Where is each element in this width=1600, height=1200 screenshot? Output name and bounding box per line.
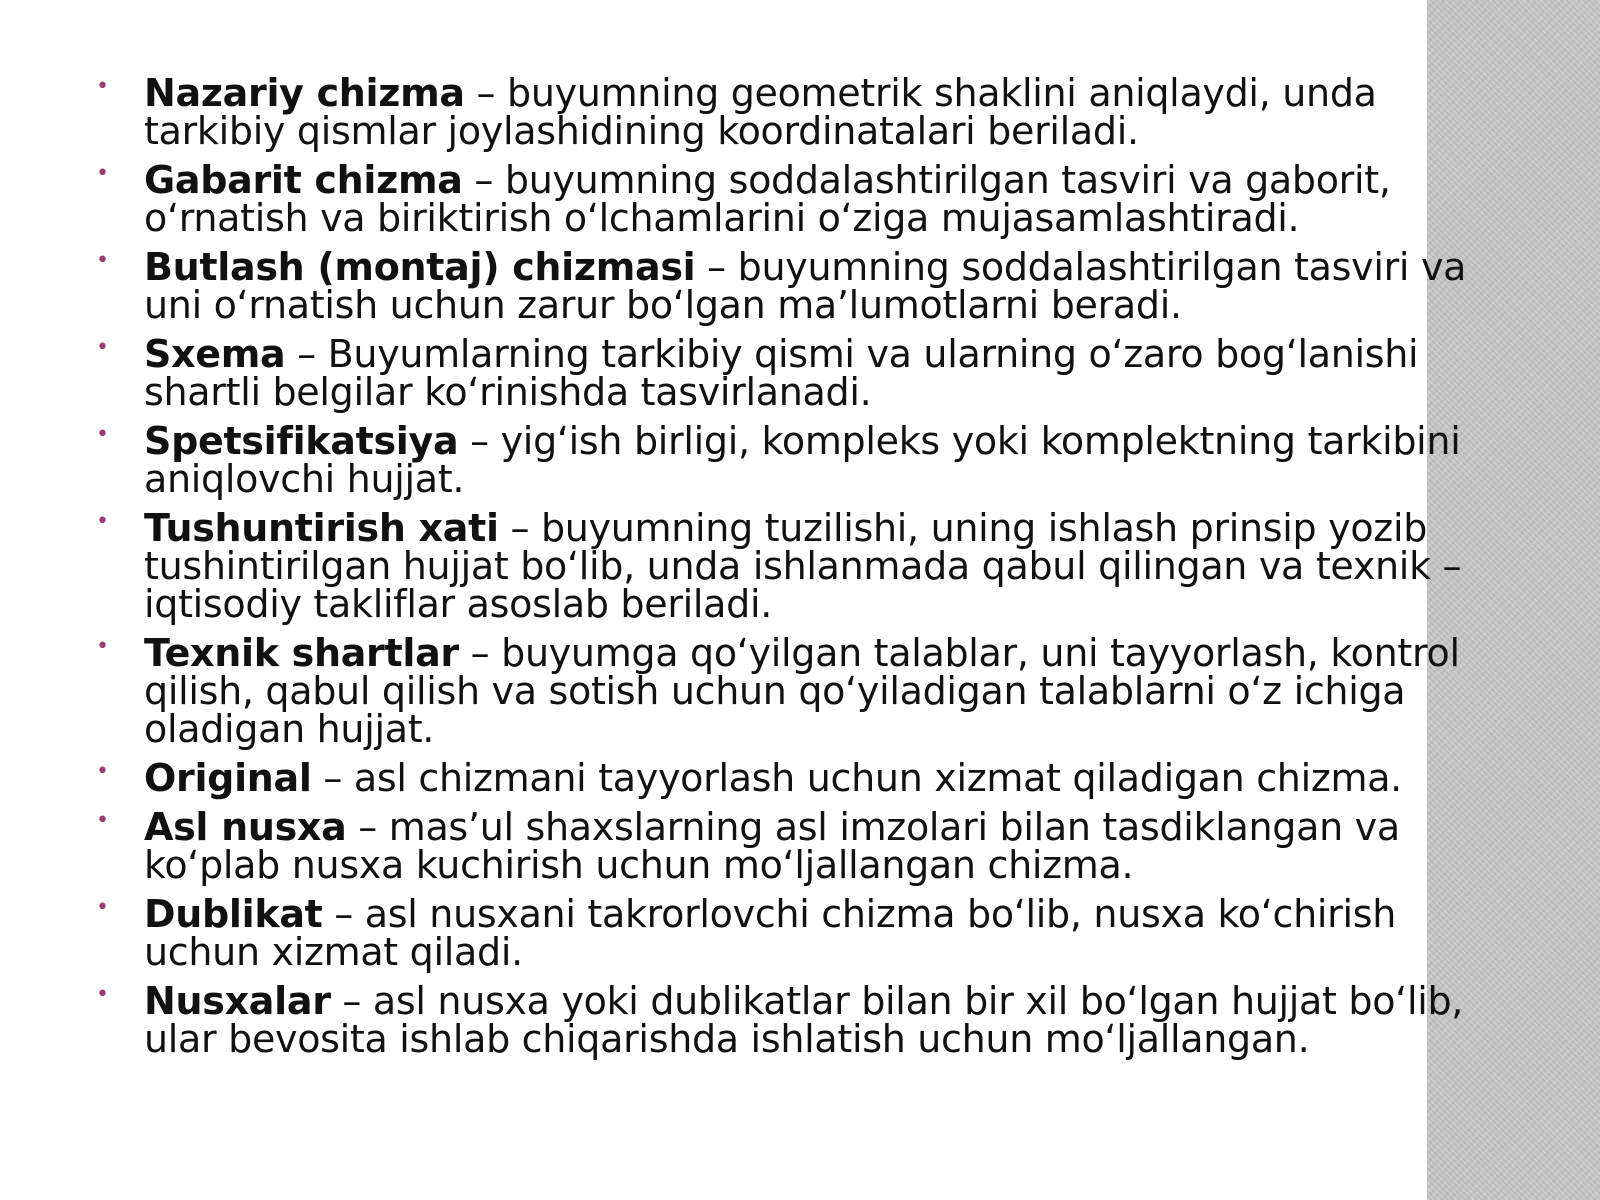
list-item-nusxalar bbox=[94, 979, 1514, 1061]
definition: – asl chizmani tayyorlash uchun xizmat qiladigan chizma. bbox=[311, 756, 1402, 800]
term: Texnik shartlar bbox=[144, 631, 459, 675]
term: Nusxalar bbox=[144, 979, 331, 1023]
bullet-icon: • bbox=[96, 759, 109, 784]
term: Butlash (montaj) chizmasi bbox=[144, 245, 696, 289]
term: Tushuntirish xati bbox=[144, 506, 499, 550]
list-item-spetsifikatsiya bbox=[94, 419, 1514, 501]
definition: – mas’ul shaxslarning asl imzolari bilan tasdiklangan va ko‘plab nusxa kuchirish uchun mo‘ljallangan chizma. bbox=[144, 805, 1400, 887]
list-item-nazariy-chizma bbox=[94, 71, 1514, 153]
bullet-icon: • bbox=[96, 335, 109, 360]
term: Dublikat bbox=[144, 892, 323, 936]
definition: – yig‘ish birligi, kompleks yoki komplektning tarkibini aniqlovchi hujjat. bbox=[144, 419, 1461, 501]
bullet-icon: • bbox=[96, 808, 109, 833]
term: Sxema bbox=[144, 332, 286, 376]
term: Asl nusxa bbox=[144, 805, 347, 849]
bullet-icon: • bbox=[96, 248, 109, 273]
definition: – buyumning tuzilishi, uning ishlash prinsip yozib tushintirilgan hujjat bo‘lib, unda ishlanmada qabul qilingan va texnik – iqtisodiy takliflar asoslab beriladi. bbox=[144, 506, 1462, 626]
term: Nazariy chizma bbox=[144, 71, 465, 115]
term: Original bbox=[144, 756, 312, 800]
bullet-icon: • bbox=[96, 161, 109, 186]
bullet-icon: • bbox=[96, 982, 109, 1007]
bullet-icon: • bbox=[96, 895, 109, 920]
term: Gabarit chizma bbox=[144, 158, 463, 202]
bullet-icon: • bbox=[96, 509, 109, 534]
definition: – asl nusxani takrorlovchi chizma bo‘lib, nusxa ko‘chirish uchun xizmat qiladi. bbox=[144, 892, 1397, 974]
list-item-tushuntirish-xati bbox=[94, 506, 1514, 626]
bullet-icon: • bbox=[96, 422, 109, 447]
list-item-dublikat bbox=[94, 892, 1514, 974]
definition: – Buyumlarning tarkibiy qismi va ularning o‘zaro bog‘lanishi shartli belgilar ko‘rinishda tasvirlanadi. bbox=[144, 332, 1419, 414]
definition: – buyumning soddalashtirilgan tasviri va gaborit, o‘rnatish va biriktirish o‘lchamlarini o‘ziga mujasamlashtiradi. bbox=[144, 158, 1391, 240]
list-item-original bbox=[94, 756, 1514, 800]
list-item-butlash-chizmasi bbox=[94, 245, 1514, 327]
definition: – buyumning soddalashtirilgan tasviri va uni o‘rnatish uchun zarur bo‘lgan ma’lumotlarni beradi. bbox=[144, 245, 1467, 327]
list-item-gabarit-chizma bbox=[94, 158, 1514, 240]
definition: – buyumga qo‘yilgan talablar, uni tayyorlash, kontrol qilish, qabul qilish va sotish uchun qo‘yiladigan talablarni o‘z ichiga oladigan hujjat. bbox=[144, 631, 1460, 751]
bullet-icon: • bbox=[96, 74, 109, 99]
definition-list bbox=[94, 71, 1514, 1069]
list-item-asl-nusxa bbox=[94, 805, 1514, 887]
definition: – asl nusxa yoki dublikatlar bilan bir xil bo‘lgan hujjat bo‘lib, ular bevosita ishlab chiqarishda ishlatish uchun mo‘ljallangan. bbox=[144, 979, 1464, 1061]
bullet-icon: • bbox=[96, 634, 109, 659]
term: Spetsifikatsiya bbox=[144, 419, 459, 463]
list-item-sxema bbox=[94, 332, 1514, 414]
list-item-texnik-shartlar bbox=[94, 631, 1514, 751]
definition: – buyumning geometrik shaklini aniqlaydi, unda tarkibiy qismlar joylashidining koordinatalari beriladi. bbox=[144, 71, 1377, 153]
